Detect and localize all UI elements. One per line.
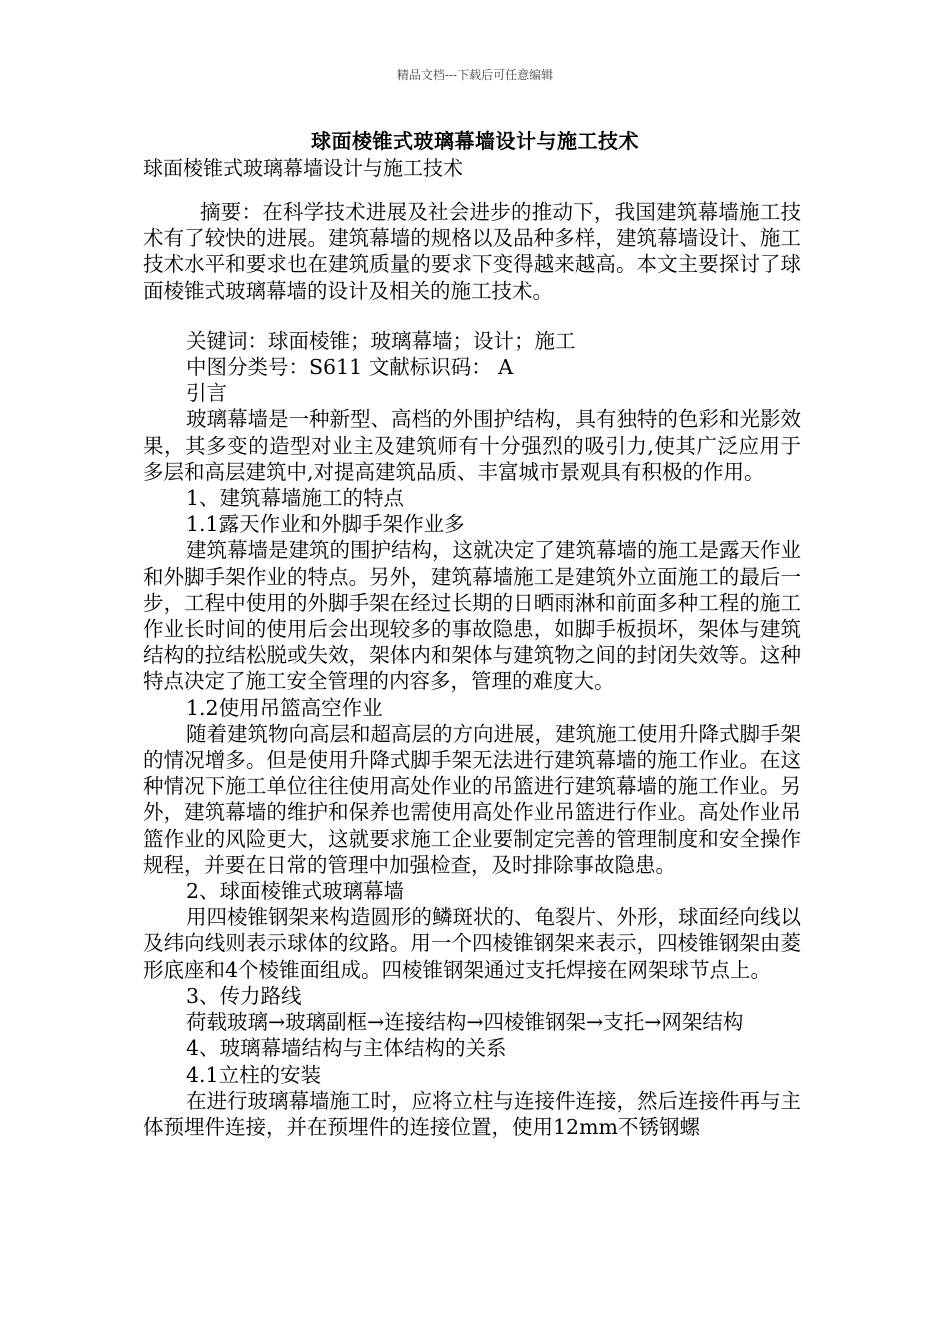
header-note: 精品文档---下载后可任意编辑 [396, 68, 554, 82]
intro-heading: 引言 [186, 381, 227, 406]
section-3-paragraph: 荷载玻璃→玻璃副框→连接结构→四棱锥钢架→支托→网架结构 [186, 1010, 744, 1035]
section-3-heading: 3、传力路线 [186, 983, 302, 1008]
section-4-heading: 4、玻璃幕墙结构与主体结构的关系 [186, 1036, 507, 1061]
intro-paragraph: 玻璃幕墙是一种新型、高档的外围护结构，具有独特的色彩和光影效果，其多变的造型对业主及建筑师有十分强烈的吸引力,使其广泛应用于多层和高层建筑中,对提高建筑品质、丰富城市景观具有积极的作用。 [143, 407, 801, 484]
section-1-1-heading: 1.1露天作业和外脚手架作业多 [186, 512, 465, 537]
section-4-1-heading: 4.1立柱的安装 [186, 1062, 322, 1087]
section-1-2-heading: 1.2使用吊篮高空作业 [186, 695, 383, 720]
spacer [143, 304, 801, 328]
section-1-heading: 1、建筑幕墙施工的特点 [186, 486, 405, 511]
section-1-2-paragraph: 随着建筑物向高层和超高层的方向进展，建筑施工使用升降式脚手架的情况增多。但是使用升降式脚手架无法进行建筑幕墙的施工作业。在这种情况下施工单位往往使用高处作业的吊篮进行建筑幕墙的施工作业。另外，建筑幕墙的维护和保养也需使用高处作业吊篮进行作业。高处作业吊篮作业的风险更大，这就要求施工企业要制定完善的管理制度和安全操作规程，并要在日常的管理中加强检查，及时排除事故隐患。 [143, 721, 801, 877]
document-title: 球面棱锥式玻璃幕墙设计与施工技术 [311, 129, 639, 153]
classification-line: 中图分类号：S611 文献标识码： A [186, 355, 514, 380]
section-1-1-paragraph: 建筑幕墙是建筑的围护结构，这就决定了建筑幕墙的施工是露天作业和外脚手架作业的特点。另外，建筑幕墙施工是建筑外立面施工的最后一步，工程中使用的外脚手架在经过长期的日晒雨淋和前面多种工程的施工作业长时间的使用后会出现较多的事故隐患，如脚手板损坏，架体与建筑结构的拉结松脱或失效，架体内和架体与建筑物之间的封闭失效等。这种特点决定了施工安全管理的内容多，管理的难度大。 [143, 538, 801, 694]
document-body [143, 199, 801, 1140]
section-2-paragraph: 用四棱锥钢架来构造圆形的鳞斑状的、龟裂片、外形，球面经向线以及纬向线则表示球体的纹路。用一个四棱锥钢架来表示，四棱锥钢架由菱形底座和4个棱锥面组成。四棱锥钢架通过支托焊接在网架球节点上。 [143, 905, 801, 982]
document-subtitle: 球面棱锥式玻璃幕墙设计与施工技术 [143, 156, 463, 180]
abstract-paragraph: 摘要：在科学技术进展及社会进步的推动下，我国建筑幕墙施工技术有了较快的进展。建筑幕墙的规格以及品种多样，建筑幕墙设计、施工技术水平和要求也在建筑质量的要求下变得越来越高。本文主要探讨了球面棱锥式玻璃幕墙的设计及相关的施工技术。 [143, 200, 801, 303]
section-4-1-paragraph: 在进行玻璃幕墙施工时，应将立柱与连接件连接，然后连接件再与主体预埋件连接，并在预埋件的连接位置，使用12mm不锈钢螺 [143, 1088, 801, 1139]
section-2-heading: 2、球面棱锥式玻璃幕墙 [186, 879, 405, 904]
keywords-line: 关键词：球面棱锥；玻璃幕墙；设计；施工 [186, 328, 576, 353]
